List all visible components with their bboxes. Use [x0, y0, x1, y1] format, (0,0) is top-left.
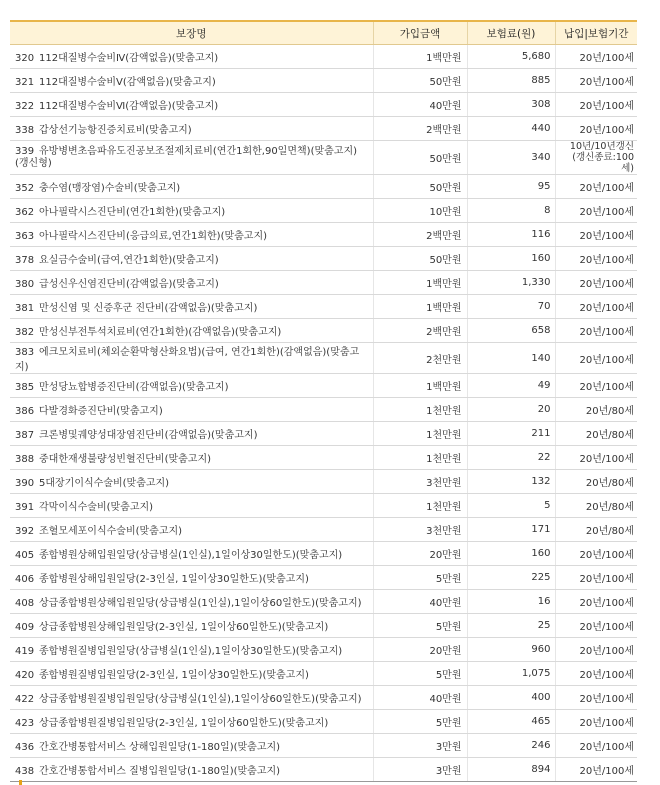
premium-cell: 225	[467, 566, 555, 590]
coverage-name: 각막이식수술비(맞춤고지)	[39, 502, 154, 513]
amount-cell: 1백만원	[373, 374, 467, 398]
premium-cell: 116	[467, 223, 555, 247]
coverage-name-cell	[10, 686, 373, 710]
premium-cell: 160	[467, 542, 555, 566]
amount-cell: 20만원	[373, 638, 467, 662]
table-row	[10, 175, 637, 199]
amount-cell: 40만원	[373, 590, 467, 614]
table-row	[10, 374, 637, 398]
header-coverage-name: 보장명	[10, 21, 373, 45]
table-row	[10, 247, 637, 271]
period-cell: 20년/100세	[555, 734, 637, 758]
coverage-name: 크론병및궤양성대장염진단비(감액없음)(맞춤고지)	[39, 430, 258, 441]
amount-cell: 5만원	[373, 710, 467, 734]
coverage-name: 112대질병수술비Ⅵ(감액없음)(맞춤고지)	[39, 101, 219, 112]
table-row	[10, 662, 637, 686]
coverage-code: 385	[15, 382, 35, 393]
table-row	[10, 710, 637, 734]
premium-cell: 5	[467, 494, 555, 518]
premium-cell: 440	[467, 117, 555, 141]
period-cell: 20년/100세	[555, 271, 637, 295]
amount-cell: 50만원	[373, 141, 467, 175]
table-row	[10, 117, 637, 141]
period-cell: 20년/100세	[555, 117, 637, 141]
coverage-name: 급성신우신염진단비(감액없음)(맞춤고지)	[39, 279, 219, 290]
coverage-name: 조혈모세포이식수술비(맞춤고지)	[39, 526, 183, 537]
coverage-code: 380	[15, 279, 35, 290]
premium-cell: 20	[467, 398, 555, 422]
coverage-name-cell	[10, 614, 373, 638]
premium-cell: 49	[467, 374, 555, 398]
coverage-code: 362	[15, 207, 35, 218]
period-cell: 20년/100세	[555, 69, 637, 93]
amount-cell: 40만원	[373, 686, 467, 710]
coverage-name: 아나필락시스진단비(연간1회한)(맞춤고지)	[39, 207, 226, 218]
coverage-name: 갑상선기능항진증치료비(맞춤고지)	[39, 125, 192, 136]
amount-cell: 1천만원	[373, 398, 467, 422]
table-row	[10, 199, 637, 223]
coverage-code: 386	[15, 406, 35, 417]
premium-cell: 16	[467, 590, 555, 614]
coverage-name-cell	[10, 398, 373, 422]
coverage-table	[10, 20, 637, 782]
coverage-code: 408	[15, 598, 35, 609]
coverage-name: 다발경화증진단비(맞춤고지)	[39, 406, 163, 417]
coverage-name: 중대한재생불량성빈혈진단비(맞춤고지)	[39, 454, 212, 465]
coverage-name: 간호간병통합서비스 질병입원일당(1-180일)(맞춤고지)	[39, 766, 281, 777]
period-cell: 20년/100세	[555, 374, 637, 398]
amount-cell: 50만원	[373, 69, 467, 93]
premium-cell: 246	[467, 734, 555, 758]
amount-cell: 5만원	[373, 614, 467, 638]
amount-cell: 20만원	[373, 542, 467, 566]
amount-cell: 2백만원	[373, 319, 467, 343]
coverage-code: 392	[15, 526, 35, 537]
coverage-name-cell	[10, 494, 373, 518]
coverage-name-cell	[10, 662, 373, 686]
table-row	[10, 494, 637, 518]
table-row	[10, 398, 637, 422]
amount-cell: 1천만원	[373, 494, 467, 518]
period-cell: 20년/100세	[555, 319, 637, 343]
coverage-code: 383	[15, 347, 35, 358]
premium-cell: 885	[467, 69, 555, 93]
period-cell: 20년/100세	[555, 686, 637, 710]
coverage-code: 438	[15, 766, 35, 777]
period-cell: 20년/100세	[555, 45, 637, 69]
table-row	[10, 542, 637, 566]
period-cell: 20년/100세	[555, 247, 637, 271]
table-row	[10, 734, 637, 758]
amount-cell: 40만원	[373, 93, 467, 117]
premium-cell: 70	[467, 295, 555, 319]
coverage-name: 아나필락시스진단비(응급의료,연간1회한)(맞춤고지)	[39, 231, 268, 242]
coverage-table-container	[10, 20, 637, 782]
coverage-name: 간호간병통합서비스 상해입원일당(1-180일)(맞춤고지)	[39, 742, 281, 753]
coverage-name: 종합병원질병입원일당(상급병실(1인실),1일이상30일한도)(맞춤고지)	[39, 646, 343, 657]
coverage-code: 436	[15, 742, 35, 753]
coverage-name: 종합병원상해입원일당(상급병실(1인실),1일이상30일한도)(맞춤고지)	[39, 550, 343, 561]
premium-cell: 95	[467, 175, 555, 199]
amount-cell: 50만원	[373, 175, 467, 199]
coverage-code: 320	[15, 53, 35, 64]
coverage-name: 상급종합병원상해입원일당(상급병실(1인실),1일이상60일한도)(맞춤고지)	[39, 598, 362, 609]
period-cell: 20년/100세	[555, 614, 637, 638]
coverage-code: 405	[15, 550, 35, 561]
amount-cell: 3만원	[373, 758, 467, 782]
table-row	[10, 470, 637, 494]
coverage-name: 상급종합병원질병입원일당(상급병실(1인실),1일이상60일한도)(맞춤고지)	[39, 694, 362, 705]
coverage-name-cell	[10, 518, 373, 542]
table-row	[10, 638, 637, 662]
premium-cell: 22	[467, 446, 555, 470]
premium-cell: 465	[467, 710, 555, 734]
coverage-name-cell	[10, 343, 373, 374]
coverage-name: 유방병변초음파유도진공보조절제치료비(연간1회한,90일면책)(맞춤고지)(갱신형)	[15, 145, 358, 169]
table-row	[10, 614, 637, 638]
premium-cell: 1,330	[467, 271, 555, 295]
coverage-name: 충수염(맹장염)수술비(맞춤고지)	[39, 183, 181, 194]
coverage-name-cell	[10, 590, 373, 614]
amount-cell: 1백만원	[373, 45, 467, 69]
coverage-name-cell	[10, 199, 373, 223]
period-cell: 20년/100세	[555, 638, 637, 662]
period-cell: 20년/100세	[555, 295, 637, 319]
coverage-name-cell	[10, 45, 373, 69]
coverage-name-cell	[10, 69, 373, 93]
period-cell: 20년/100세	[555, 710, 637, 734]
table-row	[10, 590, 637, 614]
table-row	[10, 223, 637, 247]
coverage-name-cell	[10, 93, 373, 117]
period-cell: 20년/80세	[555, 470, 637, 494]
table-row	[10, 271, 637, 295]
coverage-name-cell	[10, 422, 373, 446]
coverage-name: 5대장기이식수술비(맞춤고지)	[39, 478, 170, 489]
coverage-name-cell	[10, 319, 373, 343]
table-body	[10, 45, 637, 782]
coverage-code: 339	[15, 145, 35, 157]
coverage-code: 378	[15, 255, 35, 266]
period-cell: 20년/100세	[555, 93, 637, 117]
table-row	[10, 566, 637, 590]
coverage-name: 만성신부전투석치료비(연간1회한)(감액없음)(맞춤고지)	[39, 327, 282, 338]
amount-cell: 2천만원	[373, 343, 467, 374]
coverage-name: 종합병원상해입원일당(2-3인실, 1일이상30일한도)(맞춤고지)	[39, 574, 309, 585]
coverage-name: 만성신염 및 신증후군 진단비(감액없음)(맞춤고지)	[39, 303, 258, 314]
period-cell: 20년/80세	[555, 422, 637, 446]
period-cell: 20년/100세	[555, 590, 637, 614]
amount-cell: 5만원	[373, 566, 467, 590]
premium-cell: 211	[467, 422, 555, 446]
header-period: 납입|보험기간	[555, 21, 637, 45]
premium-cell: 894	[467, 758, 555, 782]
premium-cell: 25	[467, 614, 555, 638]
coverage-code: 388	[15, 454, 35, 465]
premium-cell: 1,075	[467, 662, 555, 686]
coverage-code: 391	[15, 502, 35, 513]
coverage-name-cell	[10, 271, 373, 295]
premium-cell: 5,680	[467, 45, 555, 69]
coverage-name: 112대질병수술비Ⅴ(감액없음)(맞춤고지)	[39, 77, 216, 88]
table-row	[10, 319, 637, 343]
coverage-name-cell	[10, 470, 373, 494]
table-row	[10, 758, 637, 782]
coverage-name-cell	[10, 247, 373, 271]
coverage-code: 420	[15, 670, 35, 681]
coverage-code: 321	[15, 77, 35, 88]
amount-cell: 2백만원	[373, 117, 467, 141]
amount-cell: 10만원	[373, 199, 467, 223]
coverage-code: 423	[15, 718, 35, 729]
amount-cell: 2백만원	[373, 223, 467, 247]
amount-cell: 3천만원	[373, 470, 467, 494]
coverage-code: 387	[15, 430, 35, 441]
coverage-name-cell	[10, 223, 373, 247]
coverage-name-cell	[10, 175, 373, 199]
table-row	[10, 422, 637, 446]
coverage-code: 363	[15, 231, 35, 242]
coverage-name: 상급종합병원질병입원일당(2-3인실, 1일이상60일한도)(맞춤고지)	[39, 718, 329, 729]
premium-cell: 140	[467, 343, 555, 374]
premium-cell: 340	[467, 141, 555, 175]
period-cell: 20년/80세	[555, 398, 637, 422]
table-row	[10, 686, 637, 710]
premium-cell: 960	[467, 638, 555, 662]
coverage-name-cell	[10, 295, 373, 319]
coverage-name: 에크모치료비(체외순환막형산화요법)(급여, 연간1회한)(감액없음)(맞춤고지)	[15, 347, 360, 373]
orange-marker	[19, 780, 22, 785]
coverage-code: 352	[15, 183, 35, 194]
period-cell: 20년/100세	[555, 758, 637, 782]
amount-cell: 5만원	[373, 662, 467, 686]
coverage-code: 381	[15, 303, 35, 314]
amount-cell: 1백만원	[373, 295, 467, 319]
amount-cell: 3만원	[373, 734, 467, 758]
coverage-name-cell	[10, 446, 373, 470]
period-cell: 20년/100세	[555, 223, 637, 247]
coverage-name-cell	[10, 566, 373, 590]
period-cell: 20년/100세	[555, 566, 637, 590]
premium-cell: 160	[467, 247, 555, 271]
period-cell: 20년/100세	[555, 199, 637, 223]
coverage-name-cell	[10, 542, 373, 566]
premium-cell: 8	[467, 199, 555, 223]
coverage-name-cell	[10, 734, 373, 758]
premium-cell: 308	[467, 93, 555, 117]
coverage-name: 상급종합병원상해입원일당(2-3인실, 1일이상60일한도)(맞춤고지)	[39, 622, 329, 633]
coverage-name: 종합병원질병입원일당(2-3인실, 1일이상30일한도)(맞춤고지)	[39, 670, 309, 681]
header-amount: 가입금액	[373, 21, 467, 45]
amount-cell: 1천만원	[373, 446, 467, 470]
period-cell: 20년/80세	[555, 518, 637, 542]
premium-cell: 400	[467, 686, 555, 710]
coverage-name-cell	[10, 117, 373, 141]
header-premium: 보험료(원)	[467, 21, 555, 45]
coverage-code: 409	[15, 622, 35, 633]
amount-cell: 1백만원	[373, 271, 467, 295]
table-row	[10, 295, 637, 319]
amount-cell: 3천만원	[373, 518, 467, 542]
coverage-name-cell	[10, 710, 373, 734]
premium-cell: 658	[467, 319, 555, 343]
coverage-name-cell	[10, 374, 373, 398]
coverage-name-cell	[10, 758, 373, 782]
coverage-code: 406	[15, 574, 35, 585]
coverage-code: 322	[15, 101, 35, 112]
period-cell: 10년/10년갱신(갱신종료:100세)	[555, 141, 637, 175]
table-row	[10, 343, 637, 374]
period-cell: 20년/100세	[555, 446, 637, 470]
coverage-code: 382	[15, 327, 35, 338]
period-cell: 20년/100세	[555, 542, 637, 566]
table-row	[10, 446, 637, 470]
coverage-name-cell	[10, 141, 373, 175]
period-cell: 20년/80세	[555, 494, 637, 518]
period-cell: 20년/100세	[555, 175, 637, 199]
coverage-name: 112대질병수술비Ⅳ(감액없음)(맞춤고지)	[39, 53, 219, 64]
coverage-name: 요실금수술비(급여,연간1회한)(맞춤고지)	[39, 255, 219, 266]
table-row	[10, 69, 637, 93]
table-row	[10, 93, 637, 117]
period-cell: 20년/100세	[555, 343, 637, 374]
table-row	[10, 141, 637, 175]
period-cell: 20년/100세	[555, 662, 637, 686]
coverage-code: 338	[15, 125, 35, 136]
premium-cell: 132	[467, 470, 555, 494]
coverage-code: 390	[15, 478, 35, 489]
coverage-code: 419	[15, 646, 35, 657]
premium-cell: 171	[467, 518, 555, 542]
coverage-name-cell	[10, 638, 373, 662]
coverage-name: 만성당뇨합병증진단비(감액없음)(맞춤고지)	[39, 382, 229, 393]
table-row	[10, 518, 637, 542]
amount-cell: 50만원	[373, 247, 467, 271]
amount-cell: 1천만원	[373, 422, 467, 446]
table-header-row	[10, 21, 637, 45]
coverage-code: 422	[15, 694, 35, 705]
table-row	[10, 45, 637, 69]
